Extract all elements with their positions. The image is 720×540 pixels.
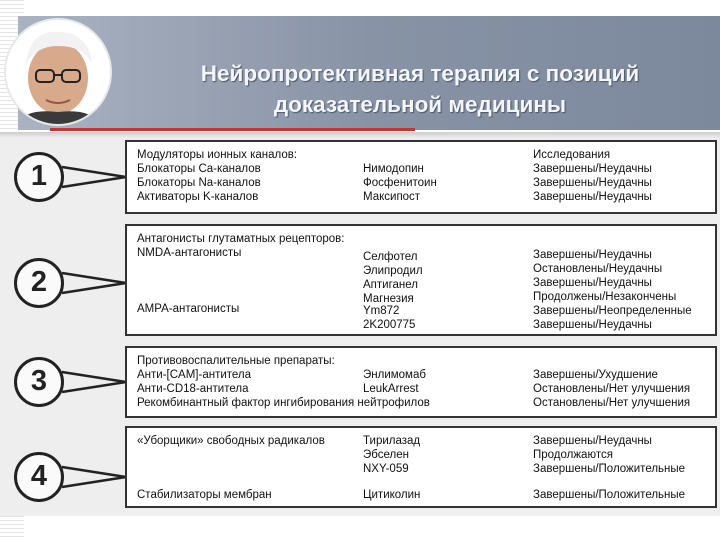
group4-row4-status: Завершены/Положительные bbox=[533, 489, 686, 501]
group2-row6-category: AMPA-антагонисты bbox=[137, 303, 240, 315]
group3-row3-category: Анти-CD18-антитела bbox=[137, 383, 249, 395]
group4-row2-status: Продолжаются bbox=[533, 449, 613, 461]
group3-row2-status: Завершены/Ухудшение bbox=[533, 369, 658, 381]
group3-row4-category: Рекомбинантный фактор ингибирования нейтрофилов bbox=[137, 397, 430, 409]
content-area bbox=[0, 132, 720, 516]
group3-row2-category: Анти-[CAM]-антитела bbox=[137, 369, 252, 381]
group2-row3-drug: Элипродил bbox=[363, 265, 423, 277]
group2-row3-status: Остановлены/Неудачны bbox=[533, 263, 663, 275]
group2-row5-drug: Магнезия bbox=[363, 293, 414, 305]
group1-row2-drug: Фосфенитоин bbox=[363, 177, 437, 189]
arrow-pointer-icon bbox=[60, 459, 130, 495]
group4-row4-category: Стабилизаторы мембран bbox=[137, 489, 272, 501]
group1-row4-category: Активаторы K-каналов bbox=[137, 191, 259, 203]
group2-row2-status: Завершены/Неудачны bbox=[533, 249, 652, 261]
group-box-3 bbox=[125, 346, 717, 418]
group2-row2-category: NMDA-антагонисты bbox=[137, 247, 242, 259]
group1-row1-category: Модуляторы ионных каналов: bbox=[137, 149, 298, 161]
arrow-pointer-icon bbox=[60, 159, 130, 195]
group1-row1-drug: Нимодопин bbox=[363, 163, 424, 175]
group-number-1: 1 bbox=[14, 152, 64, 202]
group2-row7-status: Завершены/Неудачны bbox=[533, 319, 652, 331]
group1-row3-drug: Максипост bbox=[363, 191, 421, 203]
group1-row3-category: Блокаторы Na-каналов bbox=[137, 177, 261, 189]
group4-row2-drug: Эбселен bbox=[363, 449, 409, 461]
group2-heading: Антагонисты глутаматных рецепторов: bbox=[137, 233, 345, 245]
group4-row1-drug: Тирилазад bbox=[363, 435, 421, 447]
group3-heading: Противовоспалительные препараты: bbox=[137, 355, 335, 367]
arrow-pointer-icon bbox=[60, 265, 130, 301]
group3-row3-drug: LeukArrest bbox=[363, 383, 419, 395]
group2-row6-status: Завершены/Неопределенные bbox=[533, 305, 692, 317]
group3-row4-status: Остановлены/Нет улучшения bbox=[533, 397, 691, 409]
group1-row1-status: Исследования bbox=[533, 149, 611, 161]
group2-row4-drug: Аптиганел bbox=[363, 279, 419, 291]
group-number-4: 4 bbox=[14, 452, 64, 502]
group4-row4-drug: Цитиколин bbox=[363, 489, 421, 501]
group3-row3-status: Остановлены/Нет улучшения bbox=[533, 383, 691, 395]
title-line-2: доказательной медицины bbox=[273, 92, 567, 117]
group1-row2-category: Блокаторы Ca-каналов bbox=[137, 163, 261, 175]
group1-row4-status: Завершены/Неудачны bbox=[533, 191, 652, 203]
title-underline bbox=[50, 128, 415, 131]
group2-row5-status: Продолжены/Незакончены bbox=[533, 291, 677, 303]
group-number-3: 3 bbox=[14, 357, 64, 407]
group2-row7-drug: 2K200775 bbox=[363, 319, 416, 331]
group2-row2-drug: Селфотел bbox=[363, 251, 418, 263]
group-number-2: 2 bbox=[14, 258, 64, 308]
group4-row1-status: Завершены/Неудачны bbox=[533, 435, 652, 447]
group1-row3-status: Завершены/Неудачны bbox=[533, 177, 652, 189]
title-line-1: Нейропротективная терапия с позиций bbox=[200, 61, 640, 86]
group2-row4-status: Завершены/Неудачны bbox=[533, 277, 652, 289]
group4-row3-status: Завершены/Положительные bbox=[533, 463, 686, 475]
page-title bbox=[120, 58, 720, 120]
group1-row2-status: Завершены/Неудачны bbox=[533, 163, 652, 175]
group4-row3-drug: NXY-059 bbox=[363, 463, 409, 475]
arrow-pointer-icon bbox=[60, 364, 130, 400]
group2-row6-drug: Ym872 bbox=[363, 305, 400, 317]
group3-row2-drug: Энлимомаб bbox=[363, 369, 426, 381]
group-box-4 bbox=[125, 426, 717, 508]
group-box-2 bbox=[125, 224, 717, 336]
portrait-photo-icon bbox=[4, 18, 112, 126]
group4-row1-category: «Уборщики» свободных радикалов bbox=[137, 435, 325, 447]
group-box-1 bbox=[125, 140, 717, 214]
